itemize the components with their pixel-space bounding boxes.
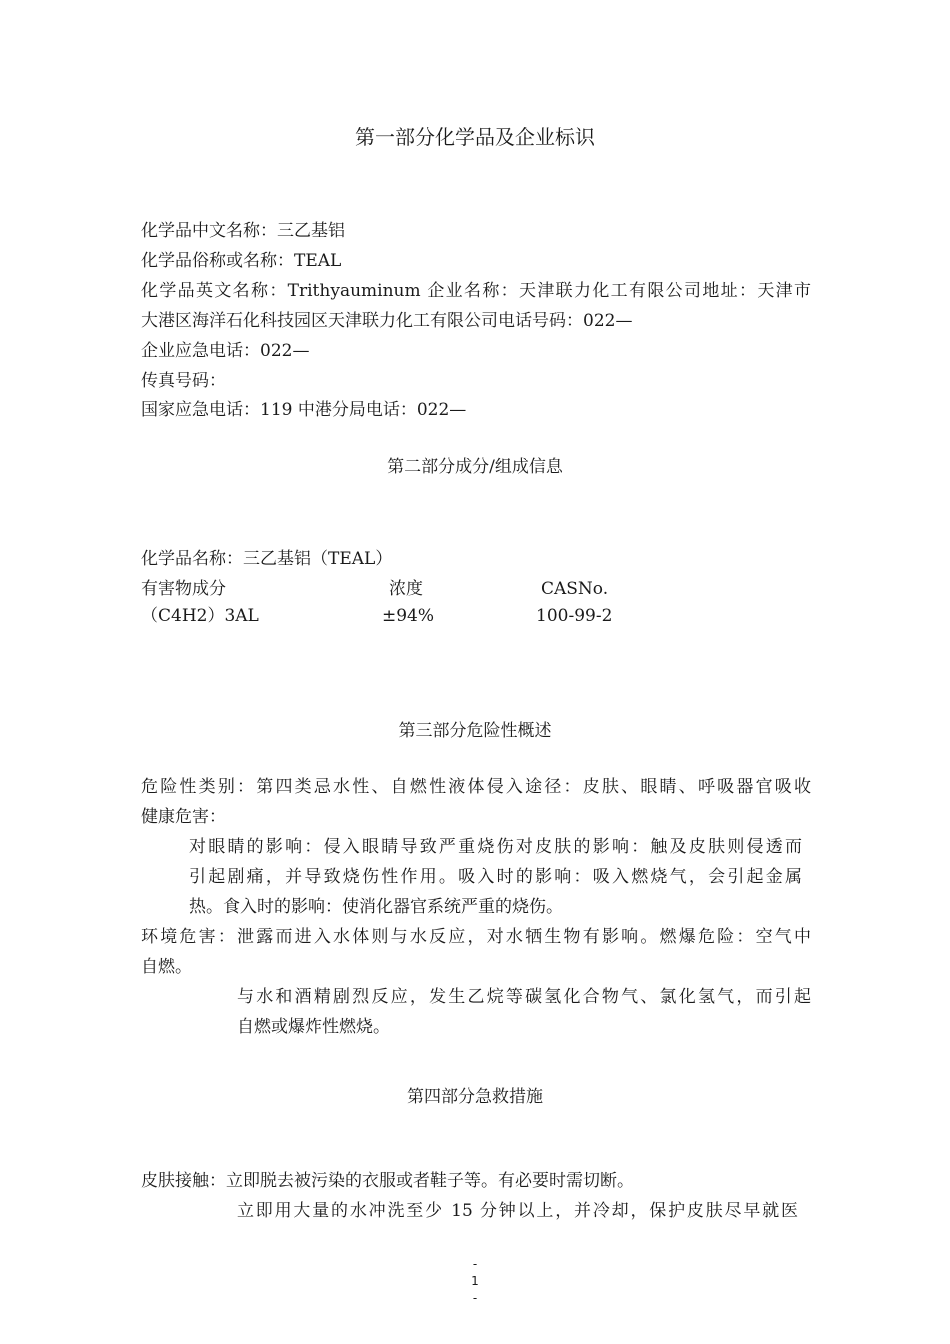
environmental-hazard-line: 环境危害：泄露而进入水体则与水反应，对水牺生物有影响。燃爆危险：空气中 xyxy=(141,927,811,947)
page-number: 1 xyxy=(471,1274,479,1288)
inhalation-effect-line: 引起剧痛，并导致烧伤性作用。吸入时的影响：吸入燃烧气，会引起金属 xyxy=(189,867,802,887)
section-1-title: 第一部分化学品及企业标识 xyxy=(355,125,595,149)
common-name-line: 化学品俗称或名称：TEAL xyxy=(141,251,342,271)
table-cell-component: （C4H2）3AL xyxy=(141,606,259,626)
address-phone-line: 大港区海洋石化科技园区天津联力化工有限公司电话号码：022— xyxy=(141,311,633,331)
cn-name-line: 化学品中文名称：三乙基铝 xyxy=(141,221,345,241)
emergency-phone-line: 企业应急电话：022— xyxy=(141,341,310,361)
ingestion-effect-line: 热。食入时的影响：使消化器官系统严重的烧伤。 xyxy=(189,897,563,917)
reaction-line: 与水和酒精剧烈反应，发生乙烷等碳氢化合物气、氯化氢气，而引起 xyxy=(237,987,811,1007)
self-ignition-line: 自燃。 xyxy=(141,957,192,977)
eye-effect-line: 对眼睛的影响：侵入眼睛导致严重烧伤对皮肤的影响：触及皮肤则侵透而 xyxy=(189,837,802,857)
hazard-category-line: 危险性类别：第四类忌水性、自燃性液体侵入途径：皮肤、眼睛、呼吸器官吸收 xyxy=(141,777,811,797)
fax-line: 传真号码： xyxy=(141,371,226,391)
table-header-concentration: 浓度 xyxy=(389,579,423,599)
table-header-cas: CASNo. xyxy=(541,579,609,599)
combustion-line: 自燃或爆炸性燃烧。 xyxy=(237,1017,390,1037)
health-hazard-label: 健康危害： xyxy=(141,807,226,827)
national-emergency-line: 国家应急电话：119 中港分局电话：022— xyxy=(141,400,467,420)
section-4-title: 第四部分急救措施 xyxy=(407,1087,543,1107)
chemical-name-line: 化学品名称：三乙基铝（TEAL） xyxy=(141,549,393,569)
table-header-component: 有害物成分 xyxy=(141,579,226,599)
en-name-company-line: 化学品英文名称：Trithyauminum 企业名称：天津联力化工有限公司地址：天津市 xyxy=(141,281,811,301)
table-cell-cas: 100-99-2 xyxy=(536,606,613,626)
rinse-instruction-line: 立即用大量的水冲洗至少 15 分钟以上，并冷却，保护皮肤尽早就医 xyxy=(237,1201,798,1221)
page-dash-top: - xyxy=(472,1257,478,1271)
page-dash-bottom: - xyxy=(472,1291,478,1305)
section-2-title: 第二部分成分/组成信息 xyxy=(387,457,563,477)
skin-contact-line: 皮肤接触：立即脱去被污染的衣服或者鞋子等。有必要时需切断。 xyxy=(141,1171,634,1191)
table-cell-concentration: ±94% xyxy=(382,606,435,626)
section-3-title: 第三部分危险性概述 xyxy=(398,721,552,741)
